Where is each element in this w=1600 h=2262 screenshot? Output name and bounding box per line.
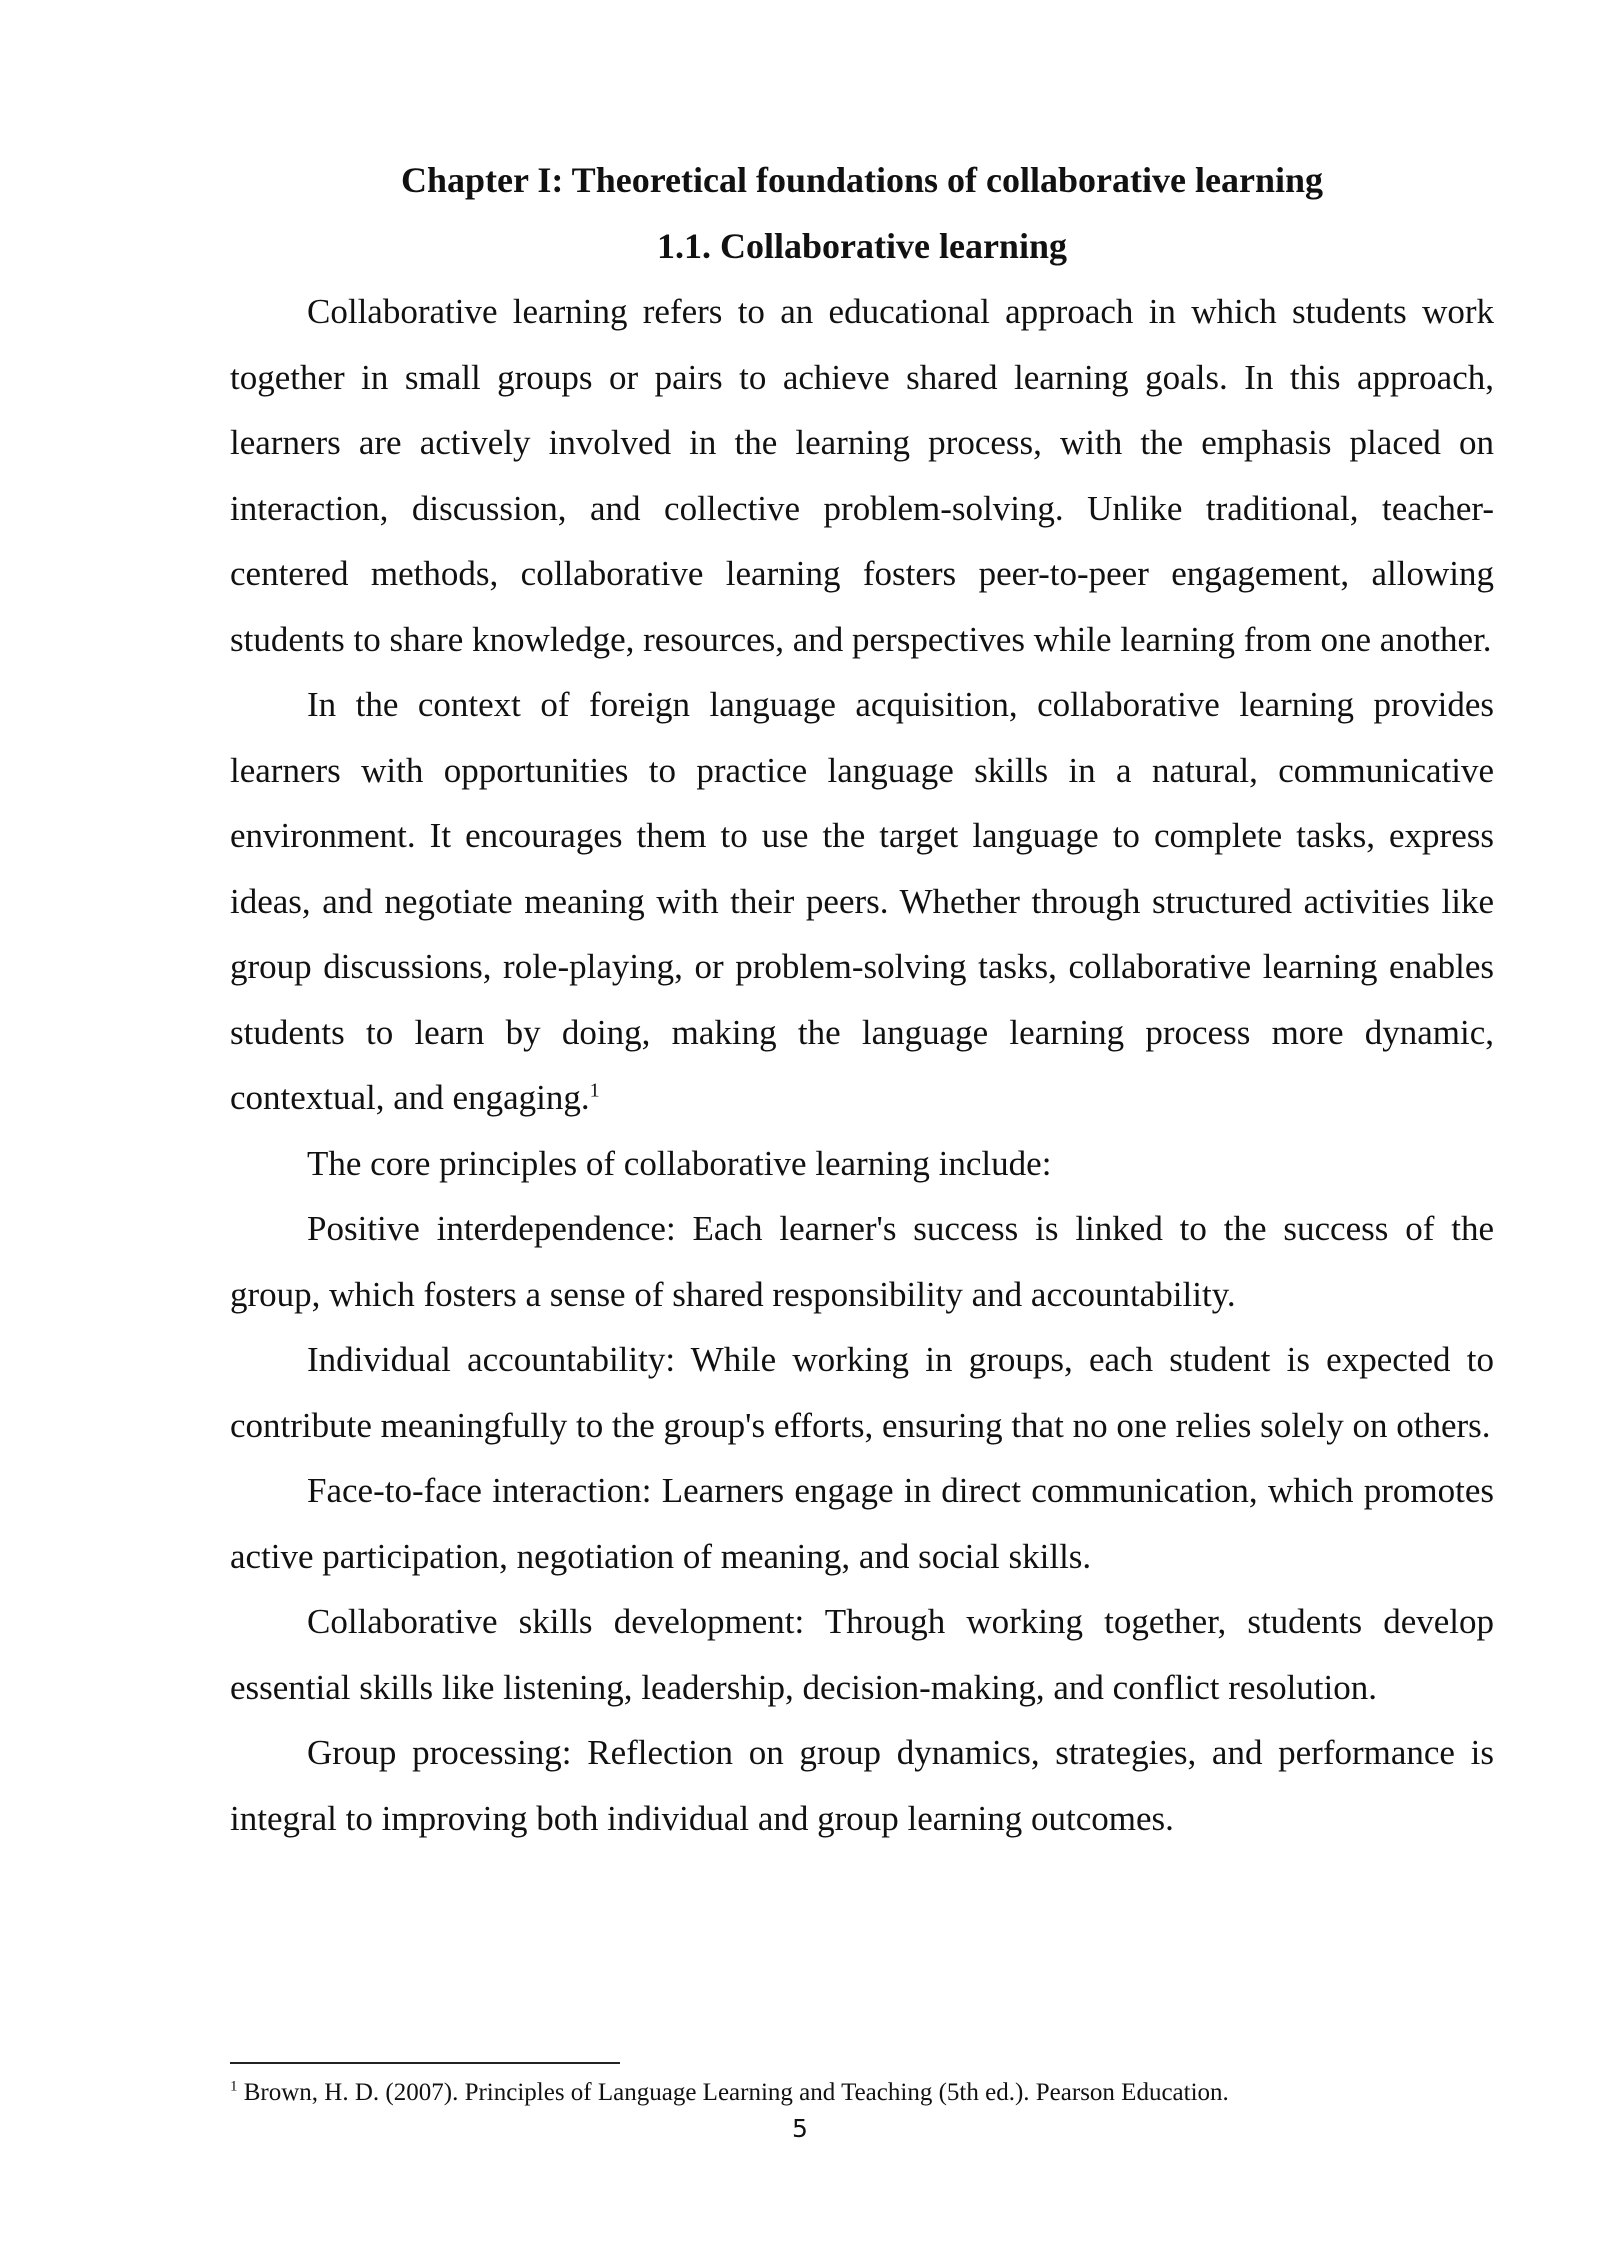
- paragraph-core-principles: The core principles of collaborative learning include:: [307, 1143, 1052, 1183]
- section-title: 1.1. Collaborative learning: [657, 225, 1067, 266]
- paragraph-collaborative-skills: Collaborative skills development: Through working together, students develop essential skills like listening, leadership, decision-making, and conflict resolution.: [230, 1602, 1494, 1707]
- footnote-separator: [230, 2062, 620, 2064]
- page-number: 5: [792, 2114, 808, 2143]
- footnote: [230, 2076, 1494, 2110]
- footnote-text: Brown, H. D. (2007). Principles of Language Learning and Teaching (5th ed.). Pearson Education.: [237, 2079, 1229, 2106]
- body-text: [230, 148, 1494, 1851]
- footnote-reference[interactable]: 1: [589, 1079, 600, 1102]
- paragraph-language-acquisition-text: In the context of foreign language acquisition, collaborative learning provides learners with opportunities to practice language skills in a natural, communicative environment. It encourages them to use the target language to complete tasks, express ideas, and negotiate meaning with their peers. Whether through structured activities like group discussions, role-playing, or problem-solving tasks, collaborative learning enables students to learn by doing, making the language learning process more dynamic, contextual, and engaging.: [230, 685, 1494, 1117]
- paragraph-intro: Collaborative learning refers to an educational approach in which students work together in small groups or pairs to achieve shared learning goals. In this approach, learners are actively involved in the learning process, with the emphasis placed on interaction, discussion, and collective problem-solving. Unlike traditional, teacher-centered methods, collaborative learning fosters peer-to-peer engagement, allowing students to share knowledge, resources, and perspectives while learning from one another.: [230, 292, 1494, 659]
- paragraph-group-processing: Group processing: Reflection on group dynamics, strategies, and performance is integral to improving both individual and group learning outcomes.: [230, 1733, 1494, 1838]
- paragraph-individual-accountability: Individual accountability: While working in groups, each student is expected to contribute meaningfully to the group's efforts, ensuring that no one relies solely on others.: [230, 1340, 1494, 1445]
- chapter-title: Chapter I: Theoretical foundations of collaborative learning: [401, 160, 1323, 200]
- paragraph-positive-interdependence: Positive interdependence: Each learner's success is linked to the success of the group, which fosters a sense of shared responsibility and accountability.: [230, 1209, 1494, 1314]
- paragraph-language-acquisition: [230, 672, 1494, 1131]
- footnote-marker: 1: [230, 2078, 238, 2095]
- paragraph-face-to-face: Face-to-face interaction: Learners engage in direct communication, which promotes active participation, negotiation of meaning, and social skills.: [230, 1471, 1494, 1576]
